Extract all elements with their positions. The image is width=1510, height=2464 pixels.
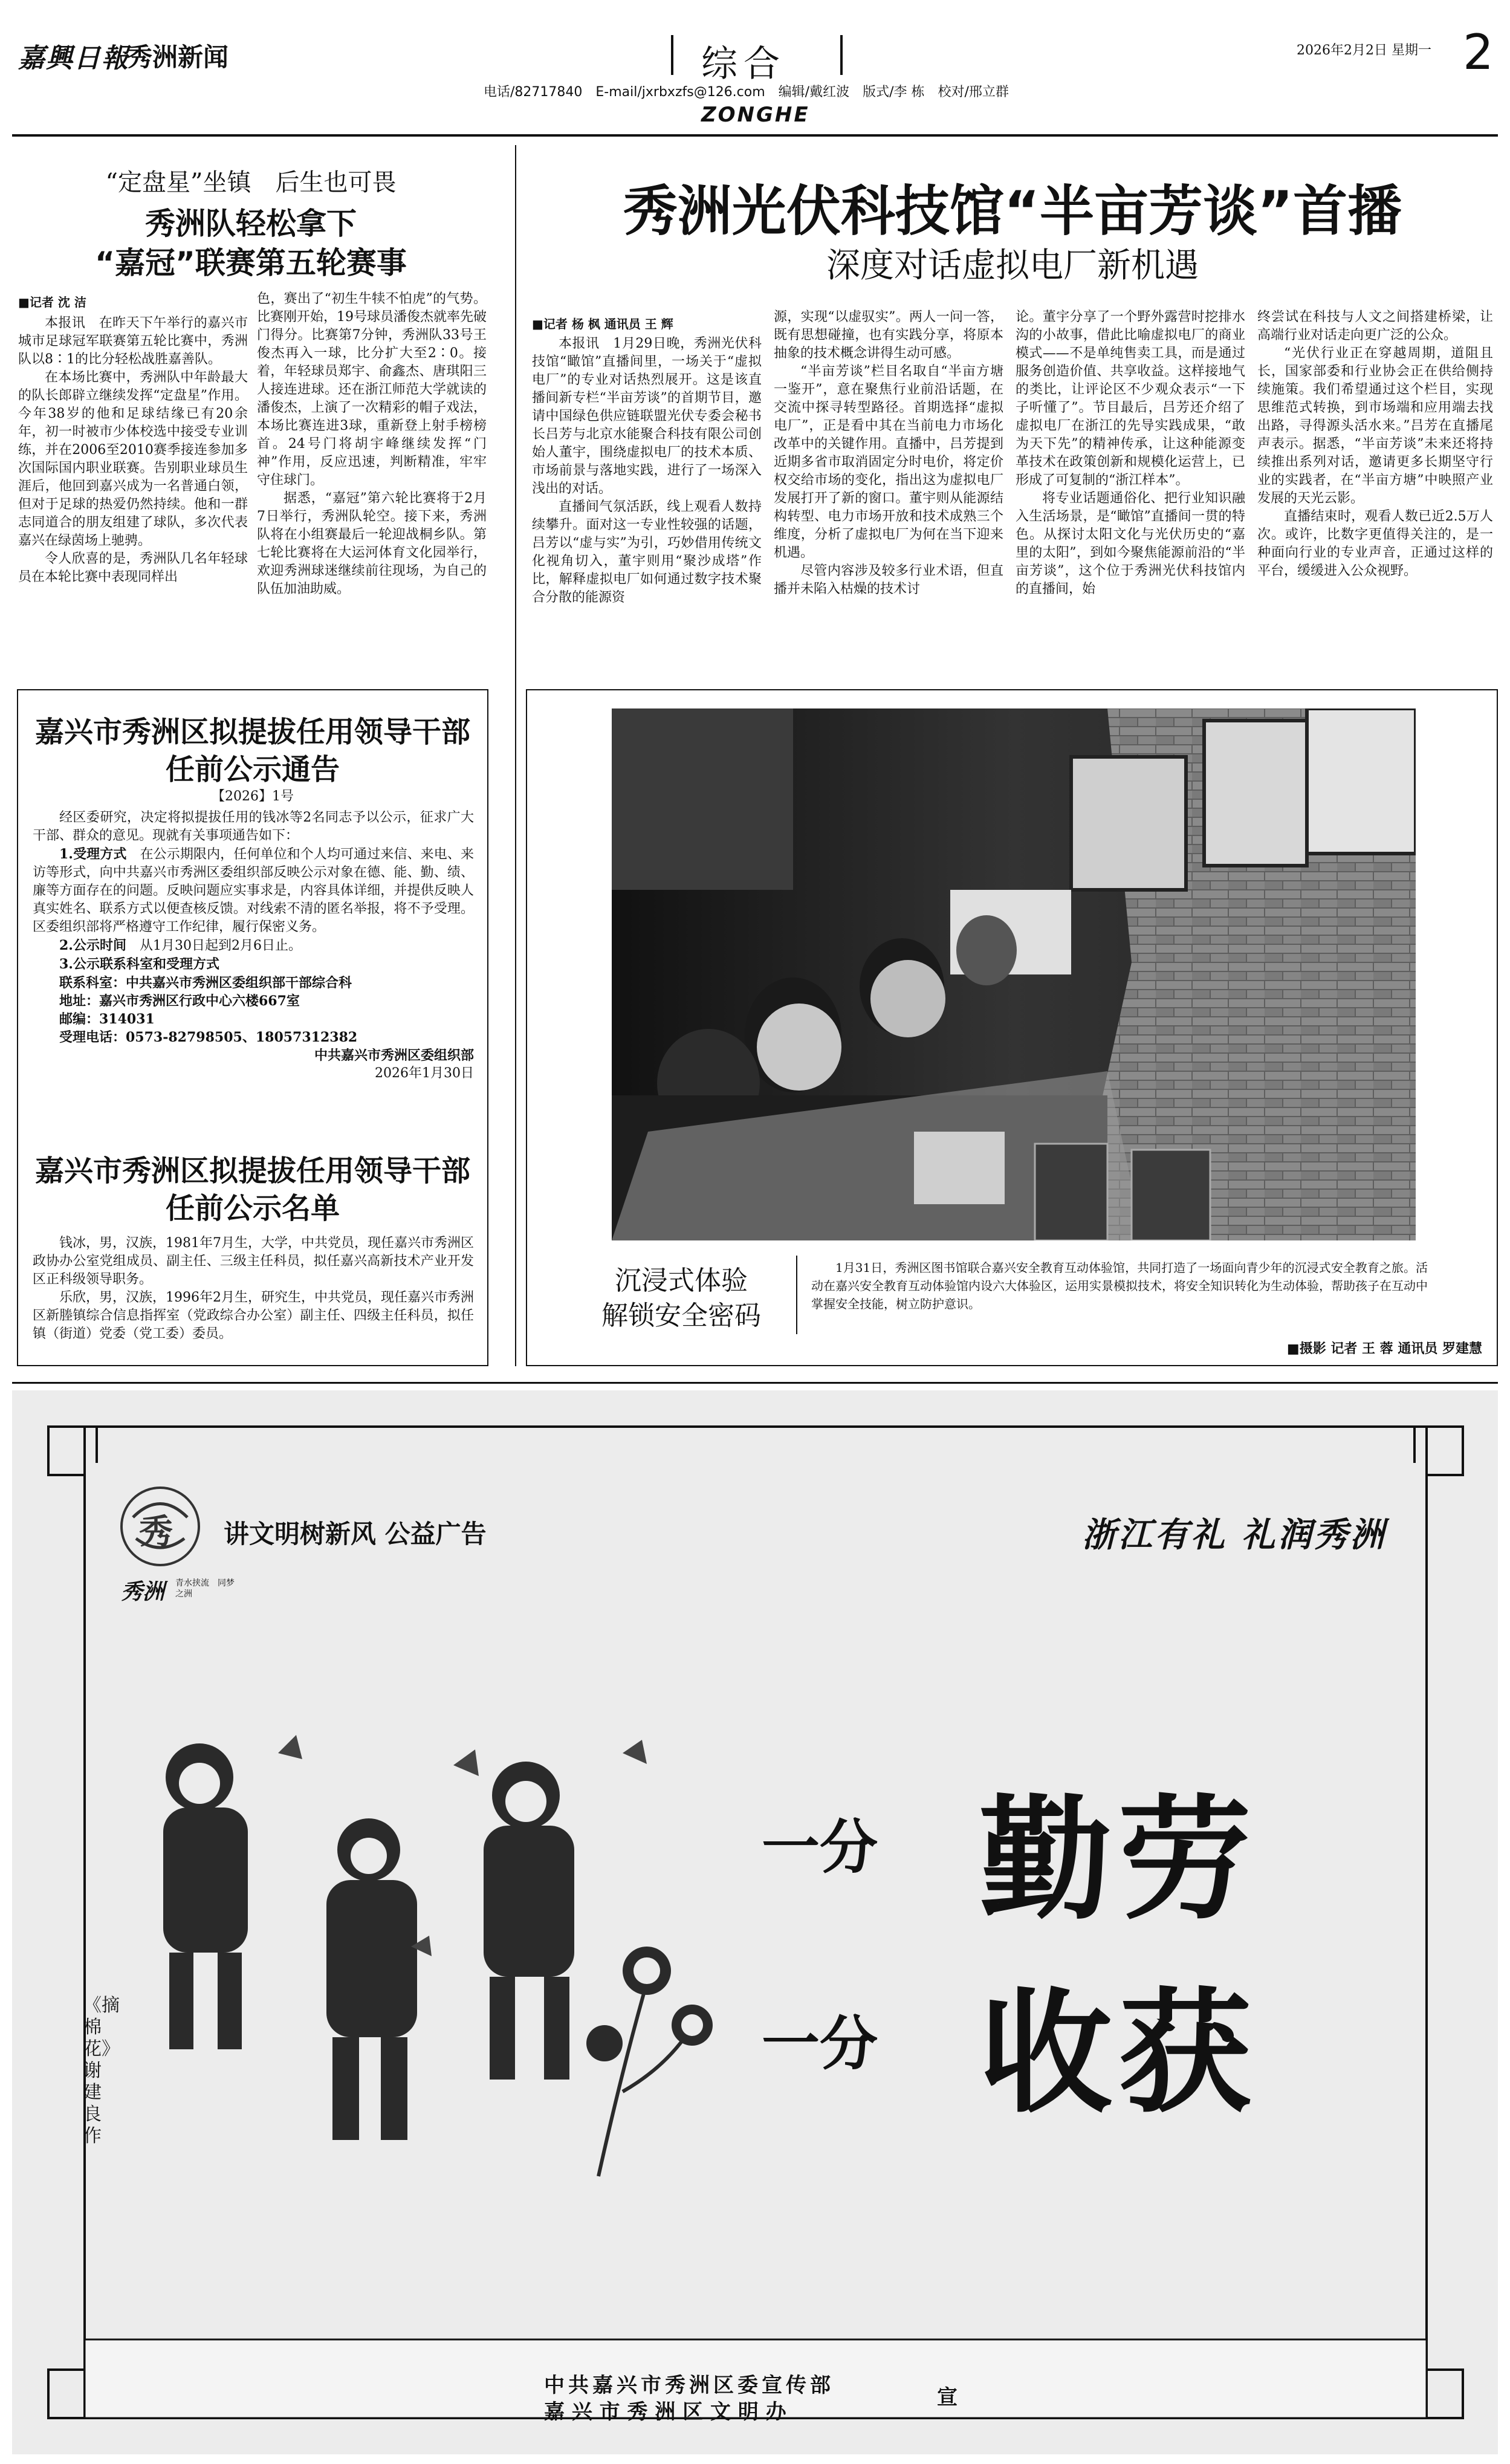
paragraph: 本报讯 在昨天下午举行的嘉兴市城市足球冠军联赛第五轮比赛中，秀洲队以8∶1的比分轻松战胜嘉善队。 [18,316,248,367]
ad-footer-suffix: 宣 [937,2385,958,2410]
paragraph: 本报讯 1月29日晚，秀洲光伏科技馆“瞰馆”直播间里，一场关于“虚拟电厂”的专业对话热烈展开。这是该直播间新专栏“半亩芳谈”的首期节目，邀请中国绿色供应链联盟光伏专委会秘书长吕芳与北京水能聚合科技有限公司创始人董宇，围绕虚拟电厂的技术本质、市场前景与落地实践，进行了一场深入浅出的对话。 [532,336,762,496]
notice2-title-line1: 嘉兴市秀洲区拟提拔任用领导干部 [34,1154,470,1188]
paragraph: 尽管内容涉及较多行业术语，但直播并未陷入枯燥的技术讨 [774,563,1003,597]
page-title: 综合 [701,43,786,85]
masthead [0,0,1510,145]
page-number: 2 [1463,24,1494,80]
football-byline: ■记者 沈 洁 [18,295,86,310]
notice1-signature: 中共嘉兴市秀洲区委组织部 [314,1048,474,1063]
paragraph: 在本场比赛中，秀洲队中年龄最大的队长郎辟立继续发挥“定盘星”作用。今年38岁的他和足球结缘已有20余年，初一时被市少体校选中接受专业训练，并在2006至2010赛季接连参加多次国际国内职业联赛。告别职业球员生涯后，他回到嘉兴成为一名普通白领，但对于足球的热爱仍然持续。他和一群志同道合的朋友组建了球队，多次代表嘉兴在绿茵场上驰骋。 [18,370,248,548]
slogan-line2-small: 一分 [762,2010,878,2078]
page-title-divider-left [671,35,673,75]
pv-column-2 [774,308,1003,665]
notice1-item2 [33,936,474,955]
paragraph: 乐欣，男，汉族，1996年2月生，研究生，中共党员，现任嘉兴市秀洲区新塍镇综合信息指挥室（党政综合办公室）副主任、四级主任科员，拟任镇（街道）党委（党工委）委员。 [33,1290,474,1341]
photo-caption-title-line2: 解锁安全密码 [601,1300,761,1331]
masthead-rule [12,134,1498,137]
football-kicker: “定盘星”坐镇 后生也可畏 [105,169,397,196]
page-title-pinyin: ZONGHE [701,103,810,127]
notice1-item1 [33,845,474,936]
small-logo-note: 青水挟流 同梦之洲 [175,1578,235,1599]
slogan-line2-big: 收获 [979,1976,1258,2131]
notice-box [17,689,488,1366]
item-text: 在公示期限内，任何单位和个人均可通过来信、来电、来访等形式，向中共嘉兴市秀洲区委组织部反映公示对象在德、能、勤、绩、廉等方面存在的问题。反映问题应实事求是，内容具体详细，并提供反映人真实姓名、联系方式以便查核反馈。对线索不清的匿名举报，将不予受理。区委组织部将严格遵守工作纪律，履行保密义务。 [33,847,474,935]
notice1-item3 [33,955,474,974]
notice1-contact-dept: 联系科室：中共嘉兴市秀洲区委组织部干部综合科 [59,975,352,991]
section-name: 秀洲新闻 [127,42,229,72]
item-label: 3.公示联系科室和受理方式 [59,956,219,972]
pv-byline: ■记者 杨 枫 通讯员 王 辉 [532,317,673,331]
item-label: 2.公示时间 [59,938,126,953]
notice1-intro: 经区委研究，决定将拟提拔任用的钱冰等2名同志予以公示，征求广大干部、群众的意见。现就有关事项通告如下： [33,810,474,843]
football-title-line1: 秀洲队轻松拿下 [145,206,357,241]
ad-footer-line2: 嘉 兴 市 秀 洲 区 文 明 办 [544,2400,786,2424]
item-text: 从1月30日起到2月6日止。 [139,938,302,953]
notice1-address: 地址：嘉兴市秀洲区行政中心六楼667室 [59,993,300,1009]
ad-header-right: 浙江有礼 礼润秀洲 [1082,1515,1387,1555]
photo-caption-title-line1: 沉浸式体验 [615,1265,748,1296]
paragraph: 直播结束时，观看人数已近2.5万人次。或许，比数字更值得关注的，是一种面向行业的专业声音，正通过这样的平台，缓缓进入公众视野。 [1257,509,1493,579]
papercut-artwork [127,1729,731,2188]
feature-photo [612,708,1416,1240]
football-column-1 [18,314,248,671]
caption-divider [796,1256,797,1334]
item-label: 1.受理方式 [59,846,127,862]
contact-line: 电话/82717840 E-mail/jxrbxzfs@126.com 编辑/戴红波 版式/李 栋 校对/邢立群 [484,85,1009,100]
paragraph: 直播间气氛活跃，线上观看人数持续攀升。面对这一专业性较强的话题，吕芳以“虚与实”为引，巧妙借用传统文化视角切入，董宇则用“聚沙成塔”作比，解释虚拟电厂如何通过数字技术聚合分散的能源资 [532,499,762,605]
paragraph: “半亩芳谈”栏目名取自“半亩方塘一鉴开”，意在聚焦行业前沿话题，在交流中探寻转型路径。首期选择“虚拟电厂”，正是看中其在当前电力市场化改革中的关键作用。直播中，吕芳提到近期多省市取消固定分时电价，将定价权交给市场的变化，指出这为虚拟电厂发展打开了新的窗口。董宇则从能源结构转型、电力市场开放和技术成熟三个维度，分析了虚拟电厂为何在当下迎来机遇。 [774,364,1003,560]
paragraph: 将专业话题通俗化、把行业知识融入生活场景，是“瞰馆”直播间一贯的特色。从探讨太阳文化与光伏历史的“嘉里的太阳”，到如今聚焦能源前沿的“半亩芳谈”，这个位于秀洲光伏科技馆内的直播间，始 [1016,491,1245,597]
football-title-line2: “嘉冠”联赛第五轮赛事 [95,245,407,280]
notice1-title-line1: 嘉兴市秀洲区拟提拔任用领导干部 [34,715,470,749]
artwork-caption: 《摘棉花》谢建良作 [83,1995,120,2147]
notice1-postcode: 邮编：314031 [59,1011,155,1027]
slogan-line1-small: 一分 [762,1814,878,1881]
pv-column-3 [1016,308,1245,665]
slogan-line1-big: 勤劳 [979,1783,1258,1937]
paragraph: 终尝试在科技与人文之间搭建桥梁，让高端行业对话走向更广泛的公众。 [1257,310,1493,343]
ad-header-left: 讲文明树新风 公益广告 [224,1519,487,1549]
notice2-body [33,1234,474,1343]
paragraph: 色，赛出了“初生牛犊不怕虎”的气势。比赛刚开始，19号球员潘俊杰就率先破门得分。比赛第7分钟，秀洲队33号王俊杰再入一球，比分扩大至2∶0。接着，年轻球员郑宇、俞鑫杰、唐琪阳三人接连进球。还在浙江师范大学就读的潘俊杰，上演了一次精彩的帽子戏法，本场比赛连进3球，重新登上射手榜榜首。24号门将胡宇峰继续发挥“门神”作用，反应迅速，判断精准，牢牢守住球门。 [257,291,487,488]
page-title-divider-right [840,35,843,75]
paragraph: 据悉，“嘉冠”第六轮比赛将于2月7日举行，秀洲队轮空。接下来，秀洲队将在小组赛最后一轮迎战桐乡队。第七轮比赛将在大运河体育文化园举行，欢迎秀洲球迷继续前往现场，为自己的队伍加油助威。 [257,491,487,597]
public-service-ad [12,1390,1498,2454]
newspaper-logo: 嘉興日報 [18,43,129,74]
paragraph: 论。董宇分享了一个野外露营时挖排水沟的小故事，借此比喻虚拟电厂的商业模式——不是单纯售卖工具，而是通过服务创造价值、共享收益。这样接地气的类比，让评论区不少观众表示“一下子听懂了”。节目最后，吕芳还介绍了虚拟电厂在浙江的先导实践成果，“敢为天下先”的精神传承，让这种能源变革技术在政策创新和规模化运营上，已形成了可复制的“浙江样本”。 [1016,310,1245,488]
football-article [12,145,490,671]
notice1-number: 【2026】1号 [212,789,294,804]
notice1-phone: 受理电话：0573-82798505、18057312382 [59,1029,358,1045]
photo-feature-box [526,689,1498,1366]
children-exhibit-photo [612,708,1416,1240]
paragraph: 令人欣喜的是，秀洲队几名年轻球员在本轮比赛中表现同样出 [18,551,248,585]
paragraph: 源，实现“以虚驭实”。两人一问一答，既有思想碰撞，也有实践分享，将原本抽象的技术概念讲得生动可感。 [774,310,1003,361]
column-divider [515,145,516,1366]
photo-credit: ■摄影 记者 王 蓉 通讯员 罗建慧 [1286,1341,1482,1357]
small-logo: 秀洲 [121,1579,165,1604]
emblem-text: 秀 [139,1512,173,1552]
paragraph: “光伏行业正在穿越周期，道阻且长，国家部委和行业协会正在供给侧持续施策。我们希望通过这个栏目，实现思维范式转换，到市场端和应用端去找出路，寻得源头活水来。”吕芳在直播尾声表示。据悉，“半亩芳谈”未来还将持续推出系列对话，邀请更多长期坚守行业的实践者，在“半亩方塘”中映照产业发展的天光云影。 [1257,346,1493,506]
paragraph: 钱冰，男，汉族，1981年7月生，大学，中共党员，现任嘉兴市秀洲区政协办公室党组成员、副主任、三级主任科员，拟任嘉兴高新技术产业开发区正科级领导职务。 [33,1236,474,1287]
notice1-sign-date: 2026年1月30日 [375,1066,474,1081]
notice1-title-line2: 任前公示通告 [165,753,340,786]
section-rule [12,1382,1498,1384]
football-column-2 [257,290,487,671]
photo-caption-text: 1月31日，秀洲区图书馆联合嘉兴安全教育互动体验馆，共同打造了一场面向青少年的沉浸式安全教育之旅。活动在嘉兴安全教育互动体验馆内设六大体验区，运用实景模拟技术，将安全知识转化为生动体验，帮助孩子在互动中掌握安全技能，树立防护意识。 [811,1260,1428,1311]
ad-footer-line1: 中共嘉兴市秀洲区委宣传部 [544,2373,834,2398]
pv-column-4 [1257,308,1493,665]
notice1-body [33,809,474,1083]
pv-subtitle: 深度对话虚拟电厂新机遇 [826,246,1199,285]
notice2-title-line2: 任前公示名单 [165,1191,340,1225]
issue-date: 2026年2月2日 星期一 [1297,43,1431,58]
pv-article [526,145,1499,665]
pv-column-1 [532,335,762,664]
pv-title: 秀洲光伏科技馆“半亩芳谈”首播 [623,180,1402,243]
